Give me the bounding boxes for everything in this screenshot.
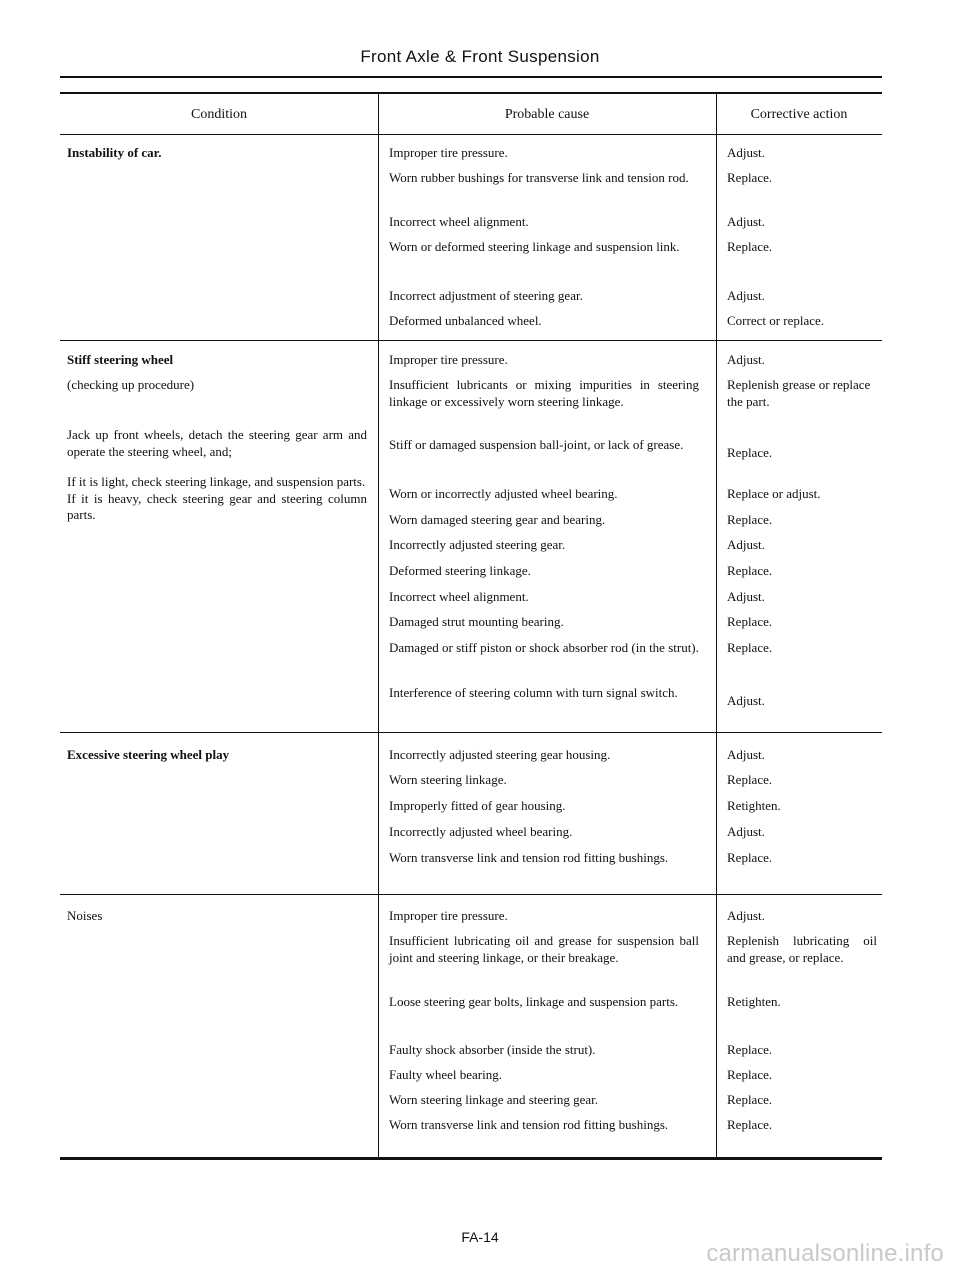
probable-cause: Incorrectly adjusted steering gear housing. (389, 747, 611, 762)
probable-cause: Improper tire pressure. (389, 352, 508, 367)
column-header-condition: Condition (190, 107, 247, 122)
probable-cause: Improper tire pressure. (389, 145, 508, 160)
corrective-action: Adjust. (727, 589, 765, 604)
table-bottom-rule (60, 1157, 882, 1160)
corrective-action: Retighten. (727, 994, 781, 1009)
probable-cause: Deformed unbalanced wheel. (389, 313, 542, 328)
condition-title: Stiff steering wheel (67, 352, 174, 367)
condition-note: (checking up procedure) (67, 376, 195, 392)
group-separator (60, 894, 882, 895)
corrective-action: Replace or adjust. (727, 486, 821, 501)
probable-cause: Worn or incorrectly adjusted wheel bearing. (389, 486, 618, 501)
probable-cause: Worn damaged steering gear and bearing. (389, 512, 606, 527)
probable-cause: Interference of steering column with turn signal switch. (389, 685, 678, 700)
corrective-action: Correct or replace. (727, 313, 825, 328)
probable-cause: Insufficient lubricating oil and grease for suspension ball joint and steering linkage, or their breakage. (389, 933, 699, 965)
corrective-action: Replace. (727, 640, 773, 655)
corrective-action: Replace. (727, 1067, 773, 1082)
condition-title: Noises (67, 908, 103, 923)
probable-cause: Incorrectly adjusted steering gear. (389, 537, 566, 552)
group-separator (60, 732, 882, 733)
corrective-action: Replace. (727, 239, 773, 254)
header-rule (60, 76, 882, 78)
condition-note: If it is light, check steering linkage, and suspension parts. (67, 474, 366, 489)
probable-cause: Incorrect wheel alignment. (389, 589, 529, 604)
condition-title: Instability of car. (67, 145, 162, 160)
corrective-action: Adjust. (727, 824, 765, 839)
header-separator (60, 134, 882, 135)
condition-cell (67, 747, 367, 764)
corrective-action: Adjust. (727, 537, 765, 552)
troubleshooting-table (60, 92, 882, 1160)
probable-cause: Incorrect wheel alignment. (389, 214, 529, 229)
corrective-action: Retighten. (727, 798, 781, 813)
probable-cause: Worn transverse link and tension rod fitting bushings. (389, 850, 669, 865)
corrective-action: Replace. (727, 563, 773, 578)
column-header-probable-cause: Probable cause (504, 107, 590, 122)
corrective-action: Adjust. (727, 908, 765, 923)
column-header-corrective-action: Corrective action (750, 107, 848, 122)
probable-cause: Faulty wheel bearing. (389, 1067, 502, 1082)
corrective-action: Replace. (727, 1092, 773, 1107)
corrective-action: Replace. (727, 614, 773, 629)
corrective-action: Adjust. (727, 214, 765, 229)
condition-cell (67, 908, 367, 925)
probable-cause: Deformed steering linkage. (389, 563, 531, 578)
column-divider (716, 92, 717, 1160)
corrective-action: Adjust. (727, 352, 765, 367)
probable-cause: Damaged strut mounting bearing. (389, 614, 564, 629)
corrective-action: Replace. (727, 512, 773, 527)
corrective-action: Replenish grease or replace the part. (727, 377, 871, 409)
corrective-action: Adjust. (727, 747, 765, 762)
page-header: Front Axle & Front Suspension (360, 47, 600, 66)
probable-cause: Worn or deformed steering linkage and suspension link. (389, 239, 680, 254)
watermark: carmanualsonline.info (706, 1240, 944, 1267)
probable-cause: Faulty shock absorber (inside the strut). (389, 1042, 596, 1057)
probable-cause: Insufficient lubricants or mixing impurities in steering linkage or excessively worn steering linkage. (389, 377, 699, 409)
condition-title: Excessive steering wheel play (67, 747, 230, 762)
corrective-action: Replenish lubricating oil and grease, or replace. (727, 933, 877, 965)
corrective-action: Replace. (727, 1117, 773, 1132)
probable-cause: Stiff or damaged suspension ball-joint, or lack of grease. (389, 437, 684, 452)
condition-note: If it is heavy, check steering gear and steering column parts. (67, 490, 367, 522)
corrective-action: Replace. (727, 445, 773, 460)
corrective-action: Adjust. (727, 693, 765, 708)
probable-cause: Loose steering gear bolts, linkage and suspension parts. (389, 994, 679, 1009)
probable-cause: Worn steering linkage. (389, 772, 507, 787)
condition-cell (67, 352, 367, 524)
probable-cause: Damaged or stiff piston or shock absorber rod (in the strut). (389, 640, 699, 655)
corrective-action: Adjust. (727, 145, 765, 160)
corrective-action: Replace. (727, 850, 773, 865)
probable-cause: Worn transverse link and tension rod fitting bushings. (389, 1117, 669, 1132)
column-divider (378, 92, 379, 1160)
corrective-action: Replace. (727, 1042, 773, 1057)
probable-cause: Improper tire pressure. (389, 908, 508, 923)
table-top-rule (60, 92, 882, 94)
probable-cause: Incorrect adjustment of steering gear. (389, 288, 583, 303)
group-separator (60, 340, 882, 341)
probable-cause: Incorrectly adjusted wheel bearing. (389, 824, 573, 839)
corrective-action: Replace. (727, 170, 773, 185)
corrective-action: Replace. (727, 772, 773, 787)
probable-cause: Worn steering linkage and steering gear. (389, 1092, 599, 1107)
probable-cause: Worn rubber bushings for transverse link and tension rod. (389, 170, 689, 185)
probable-cause: Improperly fitted of gear housing. (389, 798, 566, 813)
page-number: FA-14 (461, 1229, 499, 1245)
corrective-action: Adjust. (727, 288, 765, 303)
condition-note: Jack up front wheels, detach the steering gear arm and operate the steering wheel, and; (67, 427, 367, 459)
condition-cell (67, 145, 367, 162)
